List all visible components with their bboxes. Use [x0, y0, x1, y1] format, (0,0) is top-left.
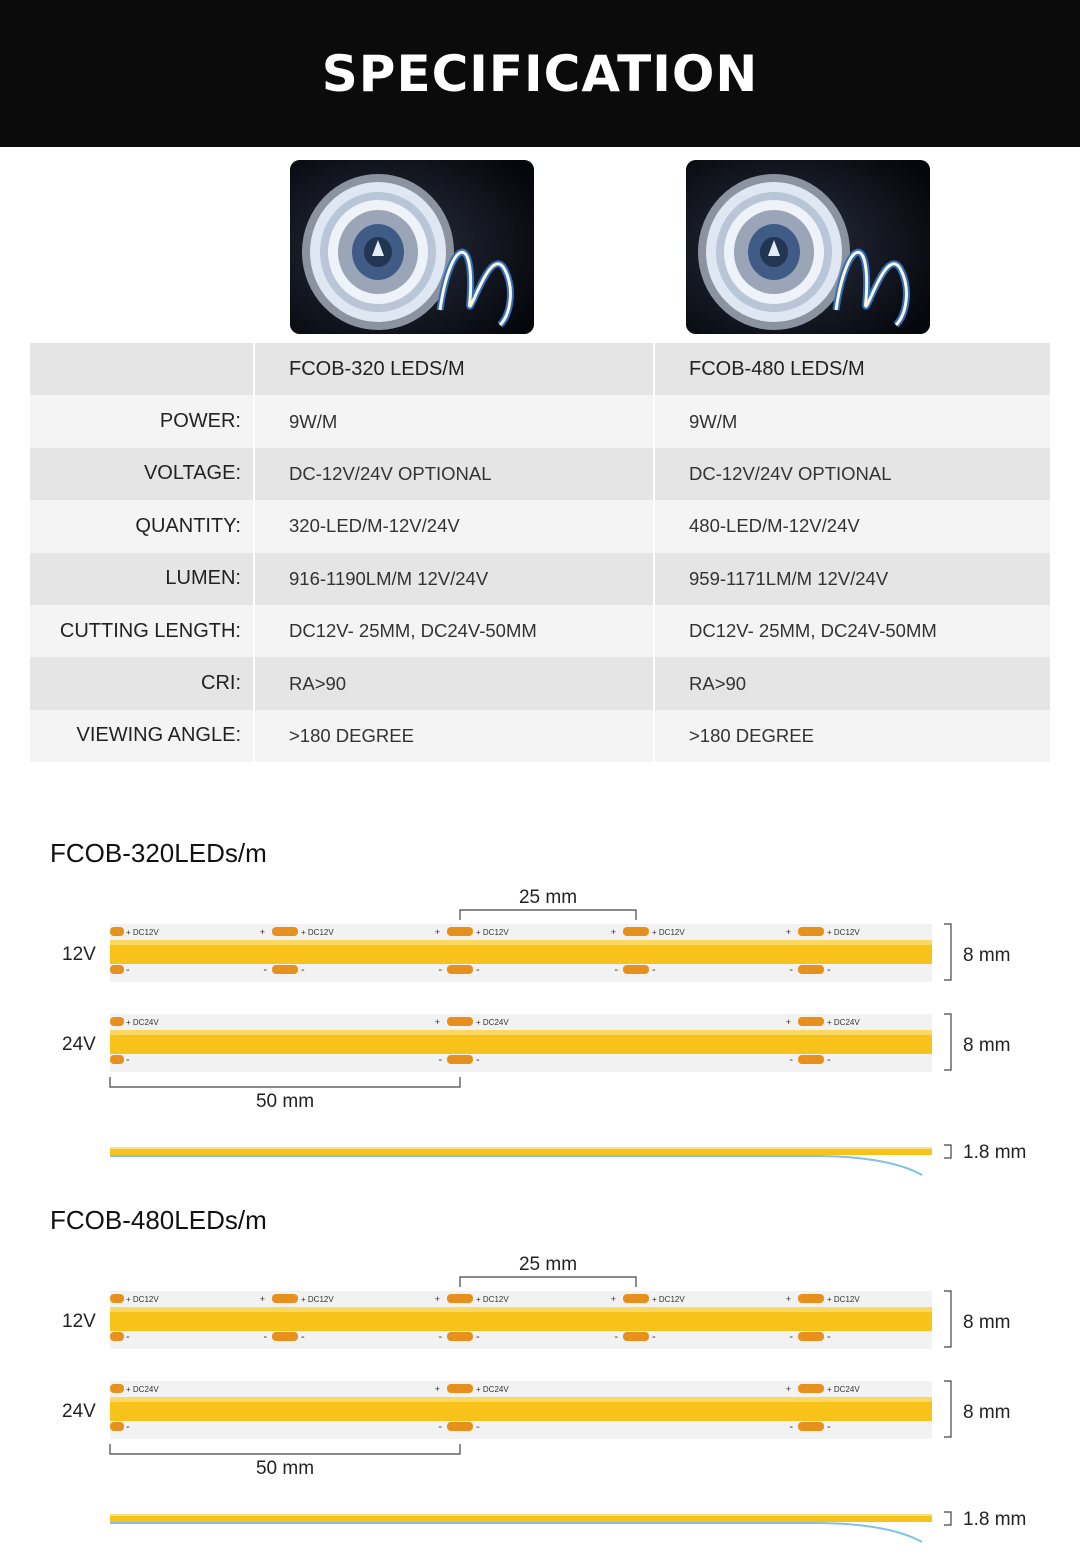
- row-value-fcob-320: 320-LED/M-12V/24V: [255, 500, 653, 552]
- pad-minus-sign: -: [789, 1054, 793, 1066]
- row-label: VOLTAGE:: [30, 448, 253, 500]
- diagram-title: FCOB-320LEDs/m: [50, 838, 267, 868]
- pad-plus-sign: +: [434, 1294, 440, 1304]
- header-cell-fcob-480: FCOB-480 LEDS/M: [655, 343, 1050, 395]
- strip-highlight: [110, 940, 932, 945]
- pad-voltage-label: + DC12V: [126, 928, 159, 937]
- solder-pad-plus: [272, 927, 298, 936]
- row-value-fcob-480: 9W/M: [655, 395, 1050, 447]
- pad-voltage-label: + DC12V: [301, 1295, 334, 1304]
- pad-plus-sign: +: [610, 1294, 616, 1304]
- pad-voltage-label: + DC12V: [652, 1295, 685, 1304]
- width-bracket: [944, 1381, 951, 1437]
- pad-minus-sign: -: [476, 1331, 480, 1343]
- strip-diagram-fcob-320: [0, 830, 1080, 1190]
- row-value-fcob-480: DC12V- 25MM, DC24V-50MM: [655, 605, 1050, 657]
- pad-minus-sign: -: [476, 1421, 480, 1433]
- solder-pad-plus: [798, 1294, 824, 1303]
- pad-minus-sign: -: [438, 964, 442, 976]
- strip-side-highlight: [110, 1147, 932, 1149]
- strip-highlight: [110, 1030, 932, 1035]
- pad-voltage-label: + DC24V: [476, 1018, 509, 1027]
- pad-voltage-label: + DC24V: [827, 1018, 860, 1027]
- pad-minus-sign: -: [126, 1421, 130, 1433]
- pad-voltage-label: + DC24V: [126, 1018, 159, 1027]
- table-row-viewing-angle: [30, 710, 1050, 762]
- row-value-fcob-480: DC-12V/24V OPTIONAL: [655, 448, 1050, 500]
- table-row-quantity: [30, 500, 1050, 552]
- row-label: POWER:: [30, 395, 253, 447]
- pad-plus-sign: +: [785, 1294, 791, 1304]
- pad-minus-sign: -: [263, 964, 267, 976]
- solder-pad-minus: [447, 1055, 473, 1064]
- page-title: SPECIFICATION: [321, 44, 759, 103]
- pad-minus-sign: -: [827, 1054, 831, 1066]
- pad-minus-sign: -: [827, 1331, 831, 1343]
- solder-pad-minus: [623, 1332, 649, 1341]
- cut-length-label-24v: 50 mm: [255, 1091, 315, 1112]
- table-row-cri: [30, 657, 1050, 709]
- solder-pad-plus: [447, 1017, 473, 1026]
- strip-highlight: [110, 1307, 932, 1312]
- diagram-title: FCOB-480LEDs/m: [50, 1205, 267, 1235]
- pad-plus-sign: +: [785, 927, 791, 937]
- pad-minus-sign: -: [652, 1331, 656, 1343]
- cut-length-bracket-12v: [460, 1277, 636, 1287]
- row-value-fcob-320: DC-12V/24V OPTIONAL: [255, 448, 653, 500]
- row-value-fcob-320: DC12V- 25MM, DC24V-50MM: [255, 605, 653, 657]
- solder-pad-minus: [447, 965, 473, 974]
- solder-pad-plus: [623, 927, 649, 936]
- row-value-fcob-480: 480-LED/M-12V/24V: [655, 500, 1050, 552]
- pad-minus-sign: -: [438, 1054, 442, 1066]
- solder-pad-minus: [447, 1422, 473, 1431]
- pad-voltage-label: + DC12V: [126, 1295, 159, 1304]
- solder-pad-plus: [798, 927, 824, 936]
- pad-minus-sign: -: [301, 1331, 305, 1343]
- solder-pad-minus: [798, 965, 824, 974]
- row-label: QUANTITY:: [30, 500, 253, 552]
- row-label: VIEWING ANGLE:: [30, 710, 253, 762]
- table-row-power: [30, 395, 1050, 447]
- width-label: 8 mm: [963, 1312, 1011, 1333]
- pad-plus-sign: +: [259, 927, 265, 937]
- pad-voltage-label: + DC12V: [827, 928, 860, 937]
- pad-plus-sign: +: [434, 927, 440, 937]
- table-row-voltage: [30, 448, 1050, 500]
- pad-minus-sign: -: [438, 1421, 442, 1433]
- row-label: LUMEN:: [30, 553, 253, 605]
- pad-minus-sign: -: [789, 964, 793, 976]
- width-label: 8 mm: [963, 1035, 1011, 1056]
- pad-minus-sign: -: [126, 1331, 130, 1343]
- pad-minus-sign: -: [126, 1054, 130, 1066]
- cut-length-bracket-24v: [110, 1077, 460, 1087]
- solder-pad-minus: [272, 965, 298, 974]
- strip-diagram-graphic: [0, 1197, 1080, 1557]
- pad-minus-sign: -: [827, 964, 831, 976]
- pad-minus-sign: -: [614, 964, 618, 976]
- width-bracket: [944, 1291, 951, 1347]
- pad-minus-sign: -: [301, 964, 305, 976]
- solder-pad-plus: [110, 927, 124, 936]
- pad-voltage-label: + DC12V: [827, 1295, 860, 1304]
- spec-table: [30, 343, 1050, 762]
- pad-minus-sign: -: [652, 964, 656, 976]
- row-value-fcob-320: >180 DEGREE: [255, 710, 653, 762]
- pad-plus-sign: +: [259, 1294, 265, 1304]
- row-value-fcob-320: 9W/M: [255, 395, 653, 447]
- pad-minus-sign: -: [614, 1331, 618, 1343]
- width-bracket: [944, 924, 951, 980]
- voltage-row-label: 12V: [62, 944, 96, 965]
- solder-pad-minus: [110, 1332, 124, 1341]
- solder-pad-plus: [798, 1017, 824, 1026]
- pad-voltage-label: + DC12V: [652, 928, 685, 937]
- product-image-fcob-480: [686, 160, 930, 334]
- row-value-fcob-320: RA>90: [255, 657, 653, 709]
- solder-pad-plus: [798, 1384, 824, 1393]
- pad-plus-sign: +: [434, 1384, 440, 1394]
- pad-voltage-label: + DC12V: [476, 928, 509, 937]
- pad-minus-sign: -: [476, 1054, 480, 1066]
- cut-length-label-12v: 25 mm: [518, 1254, 578, 1275]
- pad-plus-sign: +: [785, 1017, 791, 1027]
- pad-voltage-label: + DC12V: [476, 1295, 509, 1304]
- solder-pad-minus: [272, 1332, 298, 1341]
- solder-pad-minus: [110, 1422, 124, 1431]
- led-strip-reel-image: [290, 160, 534, 334]
- pad-minus-sign: -: [126, 964, 130, 976]
- header-cell-empty: [30, 343, 253, 395]
- led-strip-reel-image: [686, 160, 930, 334]
- solder-pad-minus: [110, 1055, 124, 1064]
- header-banner: [0, 0, 1080, 147]
- strip-highlight: [110, 1397, 932, 1402]
- solder-pad-plus: [447, 1384, 473, 1393]
- solder-pad-minus: [623, 965, 649, 974]
- flex-pcb-profile: [110, 1523, 922, 1542]
- width-label: 8 mm: [963, 1402, 1011, 1423]
- pad-minus-sign: -: [789, 1331, 793, 1343]
- table-row-lumen: [30, 553, 1050, 605]
- width-bracket: [944, 1014, 951, 1070]
- pad-plus-sign: +: [610, 927, 616, 937]
- table-row-cutting-length: [30, 605, 1050, 657]
- solder-pad-plus: [110, 1017, 124, 1026]
- header-cell-fcob-320: FCOB-320 LEDS/M: [255, 343, 653, 395]
- voltage-row-label: 24V: [62, 1401, 96, 1422]
- voltage-row-label: 12V: [62, 1311, 96, 1332]
- spec-table-header: [30, 343, 1050, 395]
- solder-pad-plus: [110, 1384, 124, 1393]
- row-value-fcob-480: RA>90: [655, 657, 1050, 709]
- pad-minus-sign: -: [827, 1421, 831, 1433]
- pad-plus-sign: +: [785, 1384, 791, 1394]
- solder-pad-minus: [798, 1332, 824, 1341]
- strip-diagram-fcob-480: [0, 1197, 1080, 1557]
- cut-length-label-12v: 25 mm: [518, 887, 578, 908]
- strip-diagram-graphic: [0, 830, 1080, 1190]
- pad-plus-sign: +: [434, 1017, 440, 1027]
- pad-voltage-label: + DC24V: [827, 1385, 860, 1394]
- row-value-fcob-480: >180 DEGREE: [655, 710, 1050, 762]
- pad-minus-sign: -: [789, 1421, 793, 1433]
- solder-pad-plus: [447, 927, 473, 936]
- solder-pad-plus: [110, 1294, 124, 1303]
- voltage-row-label: 24V: [62, 1034, 96, 1055]
- pad-minus-sign: -: [263, 1331, 267, 1343]
- solder-pad-minus: [798, 1422, 824, 1431]
- row-label: CRI:: [30, 657, 253, 709]
- pad-voltage-label: + DC24V: [126, 1385, 159, 1394]
- cut-length-bracket-12v: [460, 910, 636, 920]
- strip-side-highlight: [110, 1514, 932, 1516]
- thickness-label: 1.8 mm: [963, 1142, 1027, 1163]
- solder-pad-minus: [798, 1055, 824, 1064]
- flex-pcb-profile: [110, 1156, 922, 1175]
- pad-voltage-label: + DC12V: [301, 928, 334, 937]
- pad-voltage-label: + DC24V: [476, 1385, 509, 1394]
- cut-length-bracket-24v: [110, 1444, 460, 1454]
- pad-minus-sign: -: [476, 964, 480, 976]
- solder-pad-plus: [623, 1294, 649, 1303]
- width-label: 8 mm: [963, 945, 1011, 966]
- row-value-fcob-480: 959-1171LM/M 12V/24V: [655, 553, 1050, 605]
- row-value-fcob-320: 916-1190LM/M 12V/24V: [255, 553, 653, 605]
- solder-pad-minus: [447, 1332, 473, 1341]
- thickness-label: 1.8 mm: [963, 1509, 1027, 1530]
- solder-pad-plus: [447, 1294, 473, 1303]
- pad-minus-sign: -: [438, 1331, 442, 1343]
- thickness-bracket: [944, 1512, 951, 1525]
- solder-pad-plus: [272, 1294, 298, 1303]
- solder-pad-minus: [110, 965, 124, 974]
- cut-length-label-24v: 50 mm: [255, 1458, 315, 1479]
- product-image-fcob-320: [290, 160, 534, 334]
- row-label: CUTTING LENGTH:: [30, 605, 253, 657]
- thickness-bracket: [944, 1145, 951, 1158]
